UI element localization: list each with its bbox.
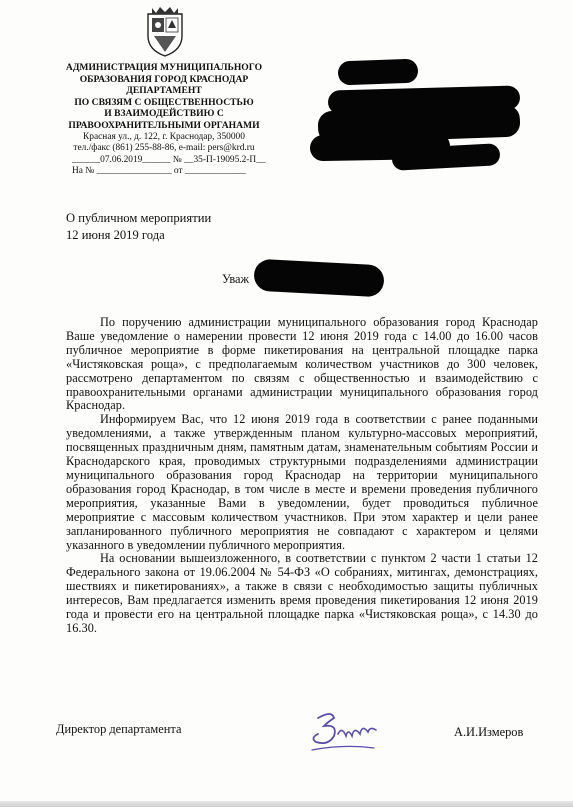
reference-line: На № ________________ от _____________ bbox=[72, 166, 246, 177]
greeting: Уваж bbox=[222, 272, 250, 286]
body-paragraph: Информируем Вас, что 12 июня 2019 года в соответствии с ранее поданными уведомлениями, а также утвержденным планом культурно-массовых мероприятий, посвященных праздничным дням, памятным датам, знаменательным событиям России и Краснодарского края, проводимых структурными подразделениями администрации муниципального образования город Краснодар на территории муниципального образования город Краснодар, в том числе в месте и времени проведения публичного мероприятия, указанные Вами в уведомлении, будет проводиться публичное мероприятие с массовым количеством участников. При этом характер и цели ранее запланированного публичного мероприятия не совпадают с характером и целями указанного в уведомлении публичного мероприятия. bbox=[66, 412, 538, 552]
redaction-block bbox=[338, 59, 419, 86]
page-edge bbox=[0, 801, 573, 807]
org-name-line: И ВЗАИМОДЕЙСТВИЮ С bbox=[104, 108, 224, 120]
subject-title: О публичном мероприятии bbox=[66, 211, 212, 225]
contacts: тел./факс (861) 255-88-86, e-mail: pers@krd.ru bbox=[73, 143, 255, 154]
address: Красная ул., д. 122, г. Краснодар, 350000 bbox=[83, 131, 245, 142]
sender-header bbox=[40, 62, 288, 178]
org-name-line: ОБРАЗОВАНИЯ ГОРОД КРАСНОДАР bbox=[79, 73, 249, 85]
letter-body bbox=[66, 316, 538, 636]
redaction-block bbox=[391, 143, 500, 171]
org-name-line: ПО СВЯЗЯМ С ОБЩЕСТВЕННОСТЬЮ bbox=[74, 96, 254, 108]
org-name-line: ПРАВООХРАНИТЕЛЬНЫМИ ОРГАНАМИ bbox=[68, 119, 260, 131]
subject-date: 12 июня 2019 года bbox=[66, 228, 165, 242]
redaction-block bbox=[253, 259, 384, 298]
city-crest-icon bbox=[144, 6, 186, 58]
body-paragraph: По поручению администрации муниципального образования город Краснодар Ваше уведомление о намерении провести 12 июня 2019 года с 14.00 до 16.00 часов публичное мероприятие в форме пикетирования на центральной площадке парка «Чистяковская роща», с предполагаемым количеством участников до 300 человек, рассмотрено департаментом по связям с общественностью и взаимодействию с правоохранительными органами администрации муниципального образования город Краснодар. bbox=[66, 315, 538, 413]
subject-block bbox=[66, 210, 211, 244]
registration-line: ______07.06.2019______ № __35-П-19095.2-П__ bbox=[72, 154, 266, 165]
signatory-title: Директор департамента bbox=[56, 722, 182, 736]
org-name-line: АДМИНИСТРАЦИЯ МУНИЦИПАЛЬНОГО bbox=[65, 62, 263, 73]
org-name-line: ДЕПАРТАМЕНТ bbox=[126, 85, 202, 97]
signatory-name: А.И.Измеров bbox=[454, 725, 524, 739]
handwritten-signature bbox=[304, 704, 396, 754]
body-paragraph: На основании вышеизложенного, в соответствии с пунктом 2 части 1 статьи 12 Федерального закона от 19.06.2004 № 54-ФЗ «О собраниях, митингах, демонстрациях, шествиях и пикетированиях», а также в связи с необходимостью защиты публичных интересов, Вам предлагается изменить время проведения пикетирования 12 июня 2019 года и провести его на центральной площадке парка «Чистяковская роща», с 14.30 до 16.30. bbox=[66, 551, 538, 635]
